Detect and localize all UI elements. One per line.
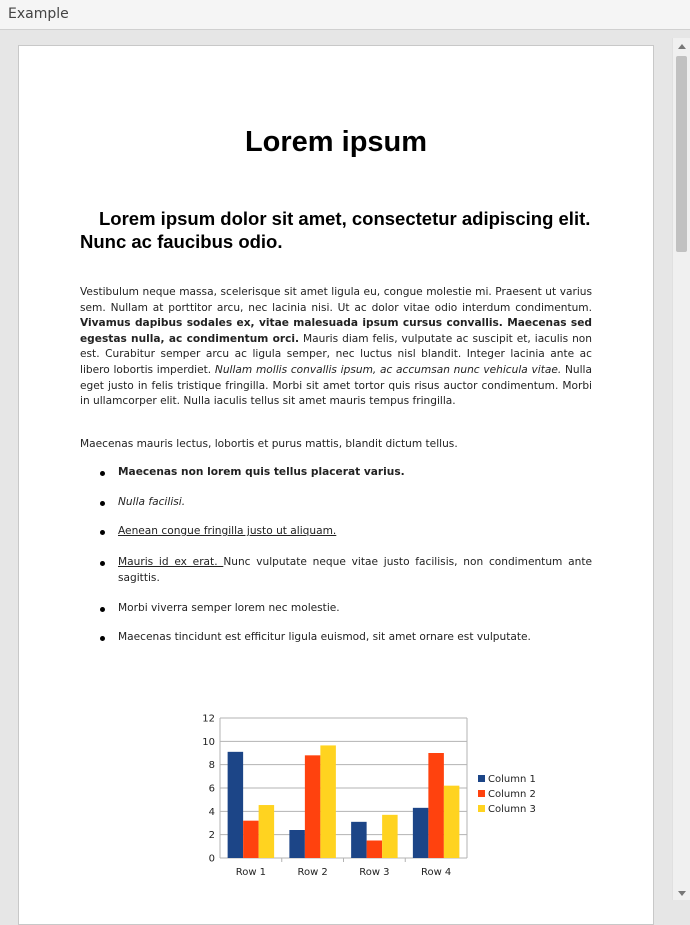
paragraph-1-text-b: Mauris diam felis, vulputate ac suscipit et, iaculis non est. Curabitur semper arcu ac ligula semper, nec luctus nisl blandit. Integer lacinia ante ac libero lobortis imperdiet.	[80, 332, 592, 376]
bar	[259, 805, 275, 858]
paragraph-1	[80, 285, 592, 410]
paragraph-2: Maecenas mauris lectus, lobortis et purus mattis, blandit dictum tellus.	[80, 438, 458, 450]
paragraph-1-italic: Nullam mollis convallis ipsum, ac accumsan nunc vehicula vitae.	[214, 363, 562, 376]
y-tick-label: 12	[202, 713, 215, 725]
bar	[289, 830, 305, 858]
x-tick-label: Row 1	[235, 867, 267, 878]
bar	[444, 786, 460, 858]
legend-label: Column 2	[488, 789, 536, 800]
x-tick-label: Row 4	[420, 867, 452, 878]
list-item-text	[118, 524, 592, 540]
scroll-up-arrow-icon[interactable]	[678, 44, 686, 49]
y-tick-label: 2	[208, 830, 215, 842]
list-item-text	[118, 555, 592, 586]
bar	[305, 755, 321, 858]
bar	[367, 841, 383, 859]
list-item-rest: Nunc vulputate neque vitae justo facilisis, non condimentum ante sagittis.	[118, 556, 592, 584]
y-tick-label: 4	[208, 806, 215, 818]
list-item-text	[118, 465, 592, 481]
bullet-icon	[100, 501, 105, 506]
bullet-icon	[100, 561, 105, 566]
document-page	[18, 45, 654, 925]
list-item-underlined: Aenean congue fringilla justo ut aliquam.	[118, 525, 337, 537]
bullet-icon	[100, 636, 105, 641]
list-item-bold: Maecenas non lorem quis tellus placerat varius.	[118, 466, 405, 478]
bar	[243, 821, 259, 858]
document-viewport[interactable]	[0, 38, 672, 900]
x-tick-label: Row 3	[359, 867, 390, 878]
list-item-italic: Nulla facilisi.	[118, 496, 186, 508]
legend-swatch	[478, 775, 485, 782]
scrollbar-thumb[interactable]	[676, 56, 687, 252]
scroll-down-arrow-icon[interactable]	[678, 891, 686, 896]
legend-swatch	[478, 790, 485, 797]
bar	[351, 822, 367, 858]
vertical-scrollbar[interactable]	[672, 38, 690, 900]
paragraph-1-bold: Vivamus dapibus sodales ex, vitae malesuada ipsum cursus convallis. Maecenas sed egestas nulla, ac condimentum orci.	[80, 317, 592, 345]
bullet-icon	[100, 471, 105, 476]
list-item-text: Morbi viverra semper lorem nec molestie.	[118, 602, 340, 614]
paragraph-1-text-a: Vestibulum neque massa, scelerisque sit amet ligula eu, congue molestie mi. Praesent ut varius sem. Nullam at porttitor arcu, nec lacinia nisi. Ut ac dolor vitae odio interdum condimentum.	[80, 286, 592, 314]
bar	[382, 815, 398, 858]
bar	[228, 752, 244, 858]
y-tick-label: 10	[202, 736, 215, 748]
bar	[428, 753, 444, 858]
bullet-icon	[100, 607, 105, 612]
paragraph-1-text-c: Nulla eget justo in felis tristique fringilla. Morbi sit amet tortor quis risus auctor condimentum. Morbi in ullamcorper elit. Nulla iaculis tellus sit amet mauris tempus fringilla.	[80, 363, 592, 408]
bullet-icon	[100, 530, 105, 535]
y-tick-label: 8	[208, 760, 215, 772]
legend-label: Column 1	[488, 774, 536, 785]
y-tick-label: 0	[208, 853, 215, 865]
bar-chart	[169, 668, 536, 878]
document-subtitle: Lorem ipsum dolor sit amet, consectetur adipiscing elit. Nunc ac faucibus odio.	[80, 208, 591, 252]
x-tick-label: Row 2	[297, 867, 328, 878]
window-title: Example	[8, 6, 69, 22]
y-tick-label: 6	[208, 783, 215, 795]
list-item-text: Maecenas tincidunt est efficitur ligula euismod, sit amet ornare est vulputate.	[118, 631, 531, 643]
legend-swatch	[478, 805, 485, 812]
bar	[320, 745, 336, 858]
bar	[413, 808, 429, 858]
window-titlebar	[0, 0, 690, 30]
list-item-link[interactable]: Mauris id ex erat.	[118, 556, 224, 568]
legend-label: Column 3	[488, 804, 536, 815]
list-item-text	[118, 495, 592, 511]
document-title: Lorem ipsum	[244, 126, 428, 158]
